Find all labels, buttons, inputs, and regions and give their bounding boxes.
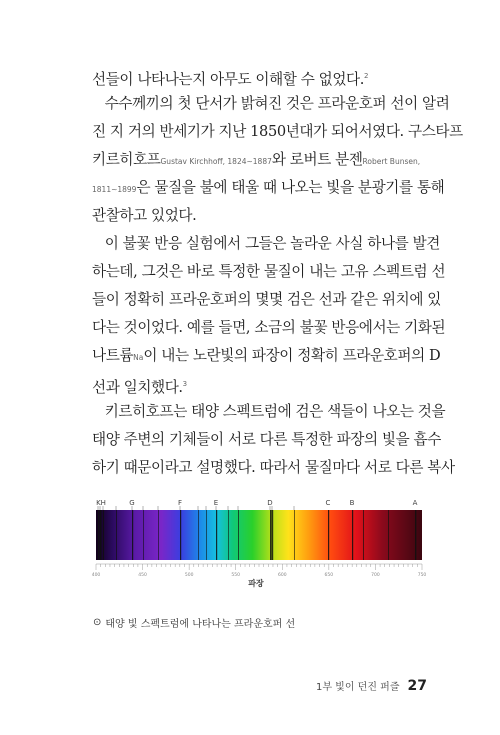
text-line [92, 258, 446, 286]
spectrum-band [96, 510, 422, 560]
absorption-line [198, 510, 199, 560]
text-line [92, 370, 428, 398]
text: 태양 주변의 기체들이 서로 다른 특정한 파장의 빛을 흡수 [92, 431, 441, 448]
text: 키르히호프 [92, 151, 161, 168]
fraunhofer-label: KH [96, 499, 106, 507]
body-text [92, 62, 463, 482]
fraunhofer-label: F [177, 499, 183, 507]
page-number: 27 [407, 678, 427, 694]
text-line [92, 118, 463, 146]
spectrum-graphic [88, 494, 427, 600]
absorption-line [272, 510, 273, 560]
ruler-tick-label: 400 [91, 573, 101, 578]
fraunhofer-label: E [213, 499, 219, 507]
text: 선들이 나타나는지 아무도 이해할 수 없었다. [92, 71, 364, 88]
text-line [92, 62, 428, 90]
text-line [92, 202, 428, 230]
name-annotation: Gustav Kirchhoff, 1824~1887 [160, 157, 272, 166]
absorption-line [352, 510, 353, 560]
absorption-line [216, 510, 217, 560]
fraunhofer-labels [96, 499, 418, 510]
section-title: 1부 빛이 던진 퍼즐 [315, 682, 400, 693]
ruler-tick-label: 550 [231, 573, 241, 578]
ruler-tick-label: 650 [324, 573, 334, 578]
text: 하기 때문이라고 설명했다. 따라서 물질마다 서로 다른 복사 [92, 459, 455, 476]
text: 들이 정확히 프라운호퍼의 몇몇 검은 선과 같은 위치에 있 [92, 291, 441, 308]
absorption-line [98, 510, 100, 560]
axis-label: 파장 [248, 579, 264, 588]
footnote-marker: 2 [364, 72, 369, 80]
fraunhofer-label: D [267, 499, 273, 507]
name-annotation: Robert Bunsen, [362, 157, 421, 166]
fraunhofer-label: B [349, 499, 355, 507]
absorption-line [363, 510, 364, 560]
text: 선과 일치했다. [92, 379, 183, 396]
element-symbol: Na [133, 353, 144, 362]
text-line [92, 398, 446, 426]
ruler-tick-label: 600 [277, 573, 287, 578]
name-annotation: 1811~1899 [92, 185, 137, 194]
fraunhofer-label: C [325, 499, 331, 507]
text-line [92, 286, 441, 314]
text-line [92, 174, 445, 202]
text-line [92, 454, 455, 482]
text: 은 물질을 불에 태울 때 나오는 빛을 분광기를 통해 [136, 179, 445, 196]
text: 이 내는 노란빛의 파장이 정확히 프라운호퍼의 D [143, 347, 441, 364]
absorption-line [206, 510, 207, 560]
text: 나트륨 [92, 347, 134, 364]
text-line [92, 90, 450, 118]
figure-caption [93, 615, 295, 630]
absorption-line [132, 510, 133, 560]
text: 진 지 거의 반세기가 지난 1850년대가 되어서였다. 구스타프 [92, 123, 463, 140]
ruler-tick-label: 500 [184, 573, 194, 578]
text: 와 로버트 분젠 [271, 151, 363, 168]
page-footer [316, 678, 427, 694]
absorption-line [388, 510, 389, 560]
text: 다는 것이었다. 예를 들면, 소금의 불꽃 반응에서는 기화된 [92, 319, 446, 336]
text-line [92, 146, 428, 174]
text: 수수께끼의 첫 단서가 밝혀진 것은 프라운호퍼 선이 알려 [104, 95, 450, 112]
absorption-line [143, 510, 144, 560]
fraunhofer-label: G [129, 499, 135, 507]
text-line [92, 426, 441, 454]
absorption-line [103, 510, 104, 560]
text-line [92, 342, 441, 370]
absorption-line [100, 510, 102, 560]
text-line [92, 314, 446, 342]
absorption-line [116, 510, 117, 560]
absorption-line [238, 510, 239, 560]
absorption-line [228, 510, 229, 560]
absorption-line [180, 510, 181, 560]
absorption-line [158, 510, 159, 560]
ruler-tick-label: 450 [138, 573, 147, 578]
absorption-line [415, 510, 416, 560]
text: 하는데, 그것은 바로 특정한 물질이 내는 고유 스펙트럼 선 [92, 263, 446, 280]
absorption-line [270, 510, 272, 560]
caption-text: 태양 빛 스펙트럼에 나타나는 프라운호퍼 선 [105, 619, 296, 630]
circle-dot-icon: ⊙ [93, 617, 102, 628]
text-line [92, 230, 440, 258]
text: 관찰하고 있었다. [92, 207, 197, 224]
absorption-line [294, 510, 295, 560]
text: 이 불꽃 반응 실험에서 그들은 놀라운 사실 하나를 발견 [104, 235, 440, 252]
spectrum-figure [88, 494, 427, 600]
ruler-tick-label: 700 [371, 573, 380, 578]
absorption-line [328, 510, 329, 560]
footnote-marker: 3 [182, 380, 187, 388]
ruler-ticks [92, 564, 427, 578]
ruler-tick-label: 750 [417, 573, 427, 578]
text: 키르히호프는 태양 스펙트럼에 검은 색들이 나오는 것을 [104, 403, 446, 420]
fraunhofer-label: A [412, 499, 418, 507]
